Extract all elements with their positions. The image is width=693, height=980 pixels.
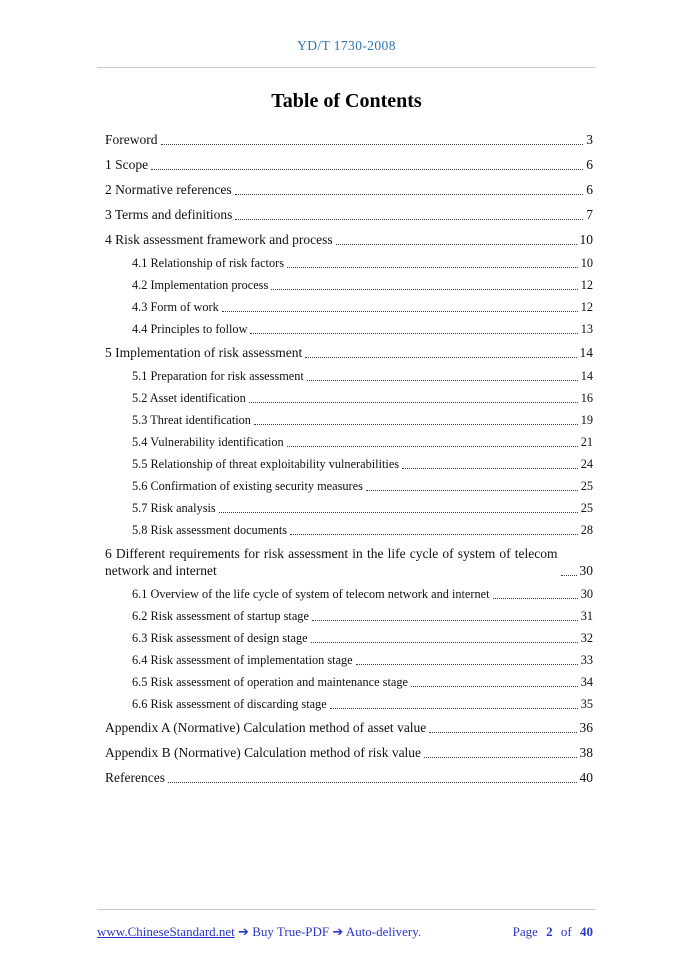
toc-entry [105, 391, 593, 406]
dot-leader [305, 357, 576, 358]
toc-entry-label: 5.6 Confirmation of existing security measures [132, 478, 363, 493]
toc-entry-page: 36 [579, 720, 593, 735]
dot-leader [402, 468, 578, 469]
dot-leader [493, 598, 578, 599]
toc-entry-page: 6 [586, 182, 593, 197]
toc-entry-label: 6.1 Overview of the life cycle of system of telecom network and internet [132, 586, 490, 601]
total-page-number: 40 [580, 924, 593, 939]
toc-entry [105, 435, 593, 450]
dot-leader [307, 380, 578, 381]
toc-entry [105, 609, 593, 624]
site-link[interactable]: www.ChineseStandard.net [97, 924, 235, 939]
toc-entry-label: 5.1 Preparation for risk assessment [132, 368, 304, 383]
toc-entry-label: Foreword [105, 132, 158, 147]
toc-entry-page: 19 [580, 412, 593, 427]
toc-entry-label: 5 Implementation of risk assessment [105, 345, 303, 360]
toc-entry-label: 5.4 Vulnerability identification [132, 434, 284, 449]
toc-entry-page: 14 [579, 345, 593, 360]
toc-entry-label: Appendix A (Normative) Calculation method of asset value [105, 720, 427, 735]
toc-entry-page: 25 [580, 478, 593, 493]
toc-entry-page: 31 [580, 608, 593, 623]
toc-entry [105, 631, 593, 646]
dot-leader [235, 219, 583, 220]
toc-entry-page: 10 [580, 255, 593, 270]
footer-tagline: ➔ Buy True-PDF ➔ Auto-delivery. [238, 924, 422, 939]
toc-entry-page: 38 [579, 745, 593, 760]
dot-leader [168, 782, 577, 783]
dot-leader [151, 169, 583, 170]
dot-leader [366, 490, 578, 491]
toc-entry [105, 231, 593, 248]
toc-entry [105, 413, 593, 428]
page-title: Table of Contents [271, 90, 422, 112]
toc-entry-page: 14 [580, 368, 593, 383]
toc-entry-page: 13 [580, 321, 593, 336]
toc-entry-page: 33 [580, 652, 593, 667]
toc-entry [105, 479, 593, 494]
toc-entry [105, 344, 593, 361]
toc-entry-page: 21 [580, 434, 593, 449]
toc-entry-page: 35 [580, 696, 593, 711]
toc-entry-label: 5.5 Relationship of threat exploitability vulnerabilities [132, 456, 400, 471]
footer-divider [97, 909, 596, 910]
page-footer [97, 924, 596, 940]
toc-entry-page: 25 [580, 500, 593, 515]
toc-entry-label: 5.3 Threat identification [132, 412, 251, 427]
footer-promo [97, 924, 421, 940]
toc-entry-label: 1 Scope [105, 157, 149, 172]
dot-leader [271, 289, 577, 290]
toc-entry [105, 181, 593, 198]
toc-entry [105, 653, 593, 668]
document-number-header: YD/T 1730-2008 [297, 38, 396, 53]
toc-entry [105, 545, 593, 579]
of-word: of [560, 924, 572, 939]
dot-leader [250, 333, 577, 334]
dot-leader [429, 732, 576, 733]
toc-entry [105, 256, 593, 271]
toc-entry [105, 523, 593, 538]
toc-entry-label: 6.6 Risk assessment of discarding stage [132, 696, 327, 711]
toc-entry-label: 3 Terms and definitions [105, 207, 233, 222]
dot-leader [312, 620, 578, 621]
toc-entry [105, 206, 593, 223]
dot-leader [235, 194, 584, 195]
toc-entry [105, 300, 593, 315]
toc-entry [105, 322, 593, 337]
toc-entry-page: 12 [580, 277, 593, 292]
toc-entry-page: 40 [579, 770, 593, 785]
toc-entry-label: Appendix B (Normative) Calculation method of risk value [105, 745, 422, 760]
dot-leader [287, 446, 578, 447]
toc-entry-page: 28 [580, 522, 593, 537]
toc-entry [105, 369, 593, 384]
toc-entry-label: 6.4 Risk assessment of implementation stage [132, 652, 353, 667]
header-divider [97, 67, 596, 68]
toc-entry-page: 12 [580, 299, 593, 314]
toc-entry-page: 30 [579, 563, 593, 578]
toc-entry [105, 131, 593, 148]
toc-entry-page: 7 [586, 207, 593, 222]
toc-entry-page: 6 [586, 157, 593, 172]
toc-entry-label: 6 Different requirements for risk assessment in the life cycle of system of telecom network and internet [105, 546, 558, 578]
toc-entry [105, 697, 593, 712]
toc-entry-page: 30 [580, 586, 593, 601]
dot-leader [287, 267, 578, 268]
toc-entry [105, 156, 593, 173]
toc-list [105, 127, 593, 790]
page-indicator [511, 924, 596, 940]
toc-entry-label: 4.2 Implementation process [132, 277, 269, 292]
current-page-number: 2 [546, 924, 553, 939]
toc-entry [105, 675, 593, 690]
toc-entry-label: 2 Normative references [105, 182, 232, 197]
dot-leader [219, 512, 578, 513]
dot-leader [561, 575, 577, 576]
dot-leader [254, 424, 578, 425]
toc-entry [105, 719, 593, 736]
toc-entry-label: 5.7 Risk analysis [132, 500, 216, 515]
toc-entry-label: 5.8 Risk assessment documents [132, 522, 288, 537]
toc-entry-label: 6.2 Risk assessment of startup stage [132, 608, 309, 623]
toc-entry [105, 501, 593, 516]
toc-entry-label: 6.3 Risk assessment of design stage [132, 630, 308, 645]
toc-entry [105, 278, 593, 293]
dot-leader [249, 402, 578, 403]
toc-entry-label: 4.3 Form of work [132, 299, 219, 314]
toc-entry [105, 457, 593, 472]
toc-entry-page: 32 [580, 630, 593, 645]
dot-leader [290, 534, 578, 535]
toc-entry-label: 4 Risk assessment framework and process [105, 232, 333, 247]
toc-entry-label: References [105, 770, 165, 785]
dot-leader [222, 311, 578, 312]
toc-entry-page: 34 [580, 674, 593, 689]
toc-entry-page: 3 [586, 132, 593, 147]
dot-leader [161, 144, 584, 145]
toc-entry [105, 769, 593, 786]
toc-entry-label: 4.4 Principles to follow [132, 321, 248, 336]
dot-leader [311, 642, 578, 643]
toc-entry-label: 6.5 Risk assessment of operation and maintenance stage [132, 674, 408, 689]
toc-entry-page: 10 [579, 232, 593, 247]
dot-leader [411, 686, 578, 687]
dot-leader [356, 664, 578, 665]
dot-leader [336, 244, 577, 245]
toc-entry-page: 16 [580, 390, 593, 405]
toc-entry-label: 5.2 Asset identification [132, 390, 246, 405]
page-word: Page [512, 924, 538, 939]
dot-leader [330, 708, 578, 709]
toc-entry-page: 24 [580, 456, 593, 471]
dot-leader [424, 757, 576, 758]
toc-entry-label: 4.1 Relationship of risk factors [132, 255, 284, 270]
toc-entry [105, 744, 593, 761]
toc-entry [105, 587, 593, 602]
